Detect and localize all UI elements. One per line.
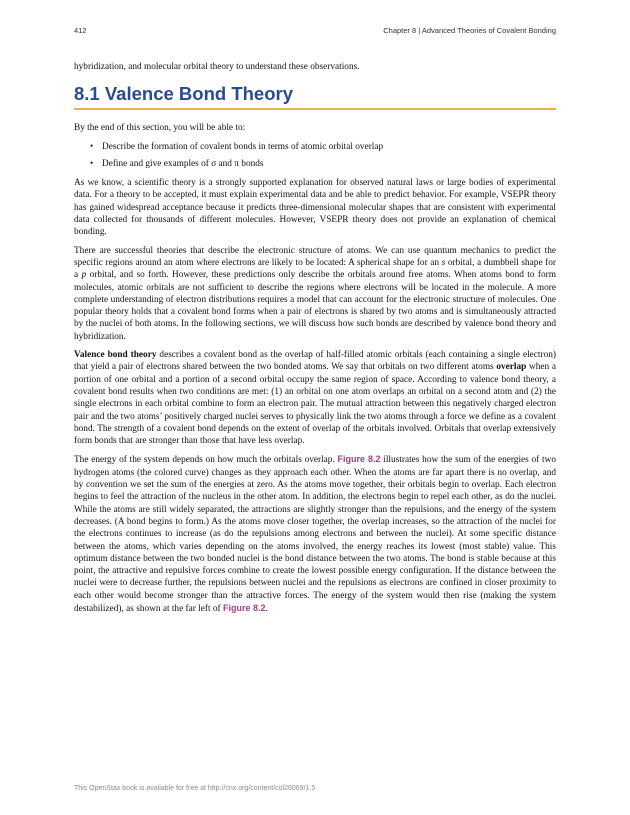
section-title: 8.1 Valence Bond Theory bbox=[74, 83, 556, 110]
intro-text: hybridization, and molecular orbital theory to understand these observations. bbox=[74, 62, 360, 72]
list-item bbox=[90, 141, 556, 153]
text-run: when a portion of one orbital and a portion of a second orbital occupy the same region of space. According to valence bond theory, a covalent bond results when two conditions are met: (1) an orbital on one atom overlaps an orbital on a second atom and (2) the single electrons in each orbital combine to form an electron pair. The mutual attraction between this negatively charged electron pair and the two atoms’ positively charged nuclei serves to physically link the two atoms through a force we define as a covalent bond. The strength of a covalent bond depends on the extent of overlap of the orbitals involved. Orbitals that overlap extensively form bonds that are stronger than those that have less overlap. bbox=[74, 362, 556, 447]
italic-p: p bbox=[81, 270, 87, 281]
text-run: orbital, and so forth. However, these predictions only describe the orbitals around free atoms. When atoms bond to form molecules, atomic orbitals are not sufficient to describe the regions where electrons will be located in the molecule. A more complete understanding of electron distributions requires a model that can account for the electronic structure of molecules. One popular theory holds that a covalent bond forms when a pair of electrons is shared by two atoms and is simultaneously attracted by the nuclei of both atoms. In the following sections, we will discuss how such bonds are described by valence bond theory and hybridization. bbox=[74, 270, 557, 342]
objectives-intro: By the end of this section, you will be able to: bbox=[74, 123, 246, 134]
italic-s: s bbox=[441, 257, 446, 268]
chapter-title: Chapter 8 | Advanced Theories of Covalent Bonding bbox=[383, 26, 556, 35]
objective-text: Describe the formation of covalent bonds in terms of atomic orbital overlap bbox=[102, 141, 384, 152]
bullet-icon: • bbox=[90, 141, 94, 152]
key-term-overlap: overlap bbox=[496, 362, 527, 373]
text-run: orbital, a dumbbell shape for a bbox=[74, 257, 556, 281]
text-run: describes a covalent bond as the overlap of half-filled atomic orbitals (each containing a single electron) that yield a pair of electrons shared between the two bonded atoms. We say that orbitals on two different atoms bbox=[74, 350, 556, 373]
figure-link[interactable]: Figure 8.2 bbox=[337, 454, 381, 465]
text-run: There are successful theories that describe the electronic structure of atoms. We can use quantum mechanics to predict the specific regions around an atom where electrons are likely to be located: A spherical shape for an bbox=[74, 245, 556, 268]
page-number: 412 bbox=[74, 26, 87, 35]
list-item bbox=[90, 158, 556, 170]
paragraph-scientific-theory: As we know, a scientific theory is a strongly supported explanation for observed natural laws or large bodies of experimental data. For a theory to be accepted, it must explain experimental data and be able to predict behavior. For example, VSEPR theory has gained widespread acceptance because it predicts three-dimensional molecular shapes that are consistent with experimental data collected for thousands of different molecules. However, VSEPR theory does not provide an explanation of chemical bonding. bbox=[74, 178, 556, 238]
objective-text: Define and give examples of σ and π bonds bbox=[102, 158, 264, 169]
running-header bbox=[74, 26, 556, 38]
paragraph-electronic-structure bbox=[74, 245, 556, 343]
page-content bbox=[74, 61, 556, 621]
footer-note: This OpenStax book is available for free at http://cnx.org/content/col26069/1.5 bbox=[74, 785, 316, 792]
figure-link[interactable]: Figure 8.2 bbox=[222, 602, 266, 613]
key-term-valence-bond-theory: Valence bond theory bbox=[74, 350, 157, 361]
paragraph-system-energy bbox=[74, 453, 556, 615]
text-run: illustrates how the sum of the energies of two hydrogen atoms (the colored curve) changes as they approach each other. When the atoms are far apart there is no overlap, and by convention we set the sum of the energies at zero. As the atoms move together, their orbitals begin to overlap. Each electron begins to feel the attraction of the nucleus in the other atom. In addition, the electrons begin to repel each other, as do the nuclei. While the atoms are still widely separated, the attractions are slightly stronger than the repulsions, and the energy of the system decreases. (A bond begins to form.) As the atoms move closer together, the overlap increases, so the attraction of the nuclei for the electrons continues to increase (as do the repulsions among electrons and between the nuclei). At some specific distance between the atoms, which varies depending on the atoms involved, the energy reaches its lowest (most stable) value. This optimum distance between the two bonded nuclei is the bond distance between the two atoms. The bond is stable because at this point, the attractive and repulsive forces combine to create the lowest possible energy configuration. If the distance between the nuclei were to decrease further, the repulsions between nuclei and the repulsions as electrons are confined in closer proximity to each other would become stronger than the attractive forces. The energy of the system would then rise (making the system destabilized), as shown at the far left of bbox=[74, 455, 556, 614]
objectives-list bbox=[74, 141, 556, 171]
bullet-icon: • bbox=[90, 158, 94, 169]
text-run: The energy of the system depends on how much the orbitals overlap. bbox=[74, 455, 338, 466]
text-run: . bbox=[265, 603, 268, 614]
paragraph-valence-bond bbox=[74, 349, 556, 447]
